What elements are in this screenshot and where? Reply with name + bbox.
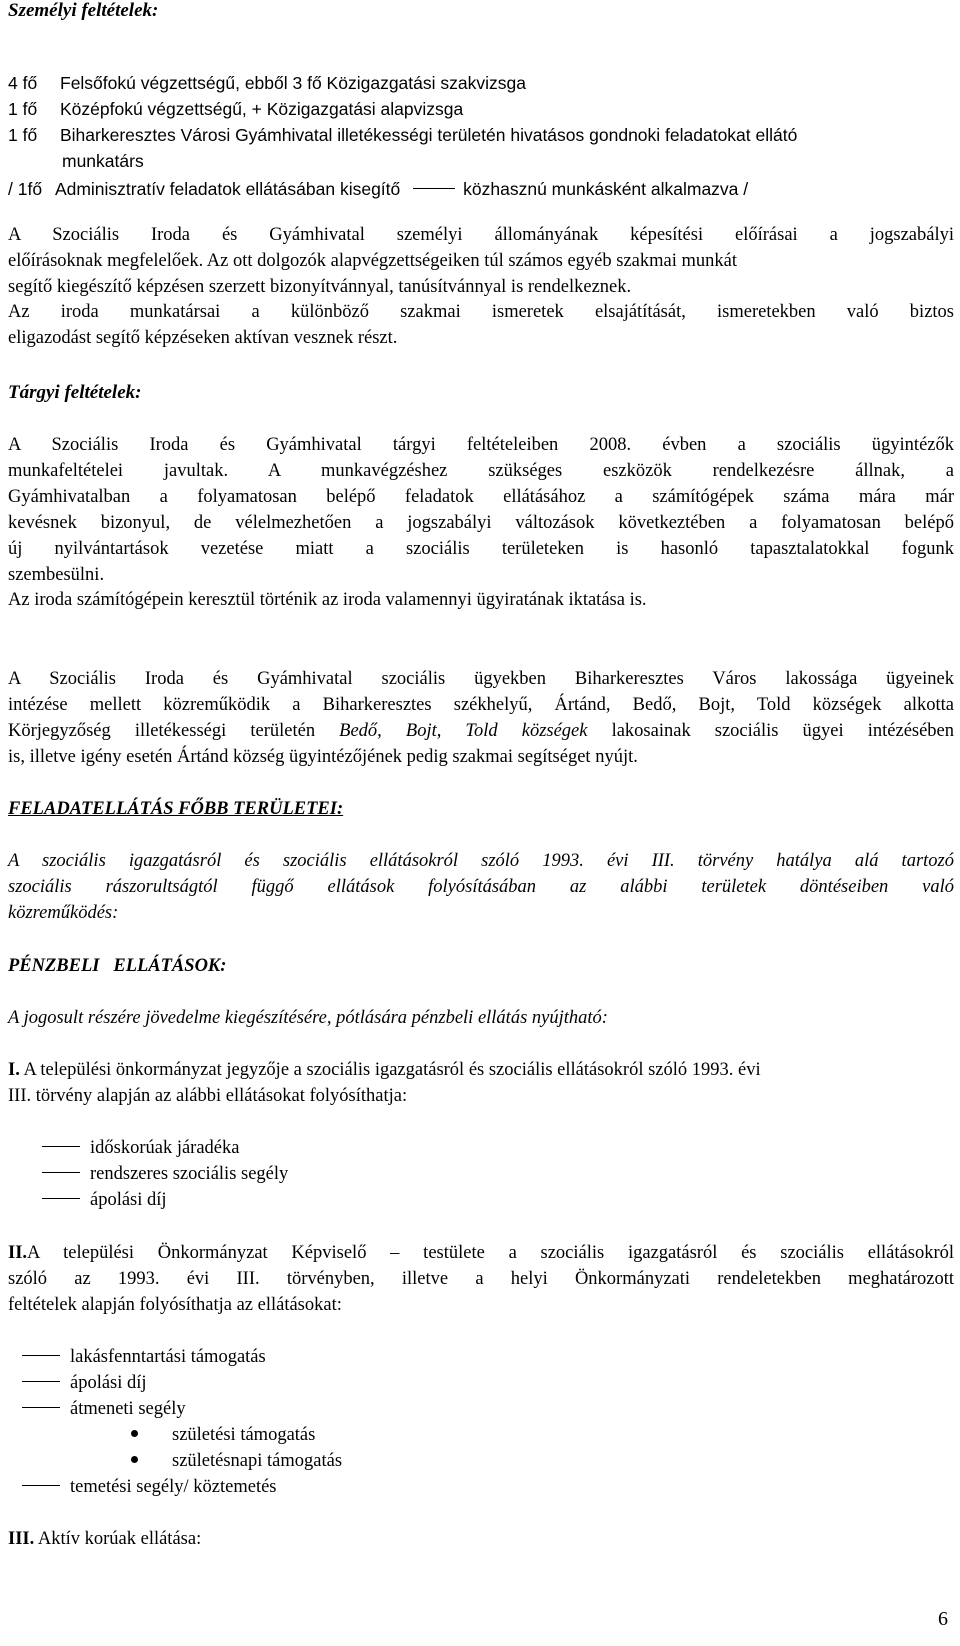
roman-numeral: II. — [8, 1243, 28, 1263]
dash-bullet — [42, 1172, 80, 1173]
paragraph-line: munkafeltételei javultak. A munkavégzéshez szükséges eszközök rendelkezésre állnak, a — [8, 461, 954, 481]
paragraph-line-mixed — [8, 718, 954, 744]
list-item-label: időskorúak járadéka — [90, 1138, 240, 1158]
paragraph-line: szembesülni. — [8, 565, 105, 585]
section-heading-personal: Személyi feltételek: — [8, 0, 159, 21]
list-item — [22, 1344, 266, 1370]
staff-text: munkatárs — [62, 151, 144, 171]
list-item-label: ápolási díj — [90, 1190, 167, 1210]
paragraph-line: III. törvény alapján az alábbi ellátásokat folyósíthatja: — [8, 1086, 408, 1106]
paragraph-line: A Szociális Iroda és Gyámhivatal személyi állományának képesítési előírásai a jogszabályi — [8, 225, 954, 245]
paragraph-line: segítő kiegészítő képzésen szerzett bizonyítvánnyal, tanúsítvánnyal is rendelkeznek. — [8, 277, 632, 297]
text-segment: lakosainak szociális ügyei intézésében — [611, 721, 955, 741]
list-item-label: temetési segély/ köztemetés — [70, 1477, 277, 1497]
text-segment: Körjegyzőség illetékességi területén — [8, 721, 316, 741]
paragraph-line: új nyilvántartások vezetése miatt a szociális területeken is hasonló tapasztalatokkal fogunk — [8, 539, 954, 559]
numbered-line — [8, 1057, 761, 1083]
list-item — [42, 1187, 167, 1213]
list-item — [22, 1370, 147, 1396]
paragraph-line: előírásoknak megfelelőek. Az ott dolgozók alapvégzettségeiken túl számos egyéb szakmai munkát — [8, 251, 737, 271]
paragraph-line: is, illetve igény esetén Ártánd község ügyintézőjének pedig szakmai segítséget nyújt. — [8, 747, 638, 767]
text-segment: A települési Önkormányzat Képviselő – testülete a szociális igazgatásról és szociális ellátásokról — [27, 1243, 954, 1263]
staff-count: 1 fő — [8, 99, 38, 119]
paragraph-line: Az iroda munkatársai a különböző szakmai ismeretek elsajátítását, ismeretekben való biztos — [8, 302, 954, 322]
staff-extra-prefix: / 1fő — [8, 179, 43, 199]
list-item-label: születésnapi támogatás — [172, 1451, 343, 1471]
document-page — [8, 0, 954, 1646]
em-dash-line — [413, 188, 455, 189]
staff-count: 4 fő — [8, 73, 38, 93]
paragraph-line: A Szociális Iroda és Gyámhivatal szociális ügyekben Biharkeresztes Város lakossága ügyeinek — [8, 669, 954, 689]
text-segment: Aktív korúak ellátása: — [37, 1529, 202, 1549]
staff-extra-text-b: közhasznú munkásként alkalmazva / — [463, 179, 749, 199]
numbered-line — [8, 1240, 954, 1266]
staff-row-extra — [8, 176, 748, 202]
list-item-label: átmeneti segély — [70, 1399, 186, 1419]
paragraph-line: szóló az 1993. évi III. törvényben, illetve a helyi Önkormányzati rendeletekben meghatározott — [8, 1269, 954, 1289]
list-item — [42, 1161, 288, 1187]
sub-list-item — [131, 1422, 315, 1448]
dash-bullet — [42, 1146, 80, 1147]
page-number: 6 — [938, 1608, 948, 1630]
dash-bullet — [42, 1198, 80, 1199]
list-item-label: ápolási díj — [70, 1373, 147, 1393]
dash-bullet — [22, 1381, 60, 1382]
paragraph-line: Az iroda számítógépein keresztül történik az iroda valamennyi ügyiratának iktatása is. — [8, 590, 647, 610]
paragraph-line: A szociális igazgatásról és szociális ellátásokról szóló 1993. évi III. törvény hatálya alá tartozó — [8, 851, 954, 871]
bullet-dot-icon — [131, 1456, 138, 1463]
subtitle: A jogosult részére jövedelme kiegészítésére, pótlására pénzbeli ellátás nyújtható: — [8, 1008, 608, 1028]
paragraph-line: közreműködés: — [8, 903, 119, 923]
list-item-label: születési támogatás — [172, 1425, 316, 1445]
staff-count: 1 fő — [8, 125, 38, 145]
text-segment: A települési önkormányzat jegyzője a szociális igazgatásról és szociális ellátásokról szóló 1993. évi — [23, 1060, 761, 1080]
numbered-line — [8, 1526, 201, 1552]
paragraph-line: intézése mellett közreműködik a Biharkeresztes székhelyű, Ártánd, Bedő, Bojt, Told községek alkotta — [8, 695, 954, 715]
section-heading-money: PÉNZBELI ELLÁTÁSOK: — [8, 956, 227, 976]
list-item — [22, 1474, 277, 1500]
paragraph-line: szociális rászorultságtól függő ellátások folyósításában az alábbi területek döntéseiben való — [8, 877, 954, 897]
paragraph-line: feltételek alapján folyósíthatja az ellátásokat: — [8, 1295, 342, 1315]
staff-text: Biharkeresztes Városi Gyámhivatal illetékességi területén hivatásos gondnoki feladatokat ellátó — [60, 125, 798, 145]
list-item — [42, 1135, 239, 1161]
roman-numeral: III. — [8, 1529, 35, 1549]
staff-text: Középfokú végzettségű, + Közigazgatási alapvizsga — [60, 99, 464, 119]
sub-list-item — [131, 1448, 342, 1474]
paragraph-line: A Szociális Iroda és Gyámhivatal tárgyi feltételeiben 2008. évben a szociális ügyintézők — [8, 435, 954, 455]
list-item — [22, 1396, 186, 1422]
bullet-dot-icon — [131, 1430, 138, 1437]
section-heading-tasks: FELADATELLÁTÁS FŐBB TERÜLETEI: — [8, 799, 344, 819]
dash-bullet — [22, 1485, 60, 1486]
text-segment-italic: Bedő, Bojt, Told községek — [339, 721, 588, 741]
list-item-label: rendszeres szociális segély — [90, 1164, 289, 1184]
paragraph-line: Gyámhivatalban a folyamatosan belépő feladatok ellátásához a számítógépek száma mára már — [8, 487, 954, 507]
paragraph-line: eligazodást segítő képzéseken aktívan vesznek részt. — [8, 328, 398, 348]
paragraph-line: kevésnek bizonyul, de vélelmezhetően a jogszabályi változások következtében a folyamatosan belépő — [8, 513, 954, 533]
dash-bullet — [22, 1407, 60, 1408]
roman-numeral: I. — [8, 1060, 20, 1080]
dash-bullet — [22, 1355, 60, 1356]
list-item-label: lakásfenntartási támogatás — [70, 1347, 266, 1367]
staff-text: Felsőfokú végzettségű, ebből 3 fő Közigazgatási szakvizsga — [60, 73, 526, 93]
staff-extra-text-a: Adminisztratív feladatok ellátásában kisegítő — [54, 179, 401, 199]
section-heading-material: Tárgyi feltételek: — [8, 382, 142, 403]
